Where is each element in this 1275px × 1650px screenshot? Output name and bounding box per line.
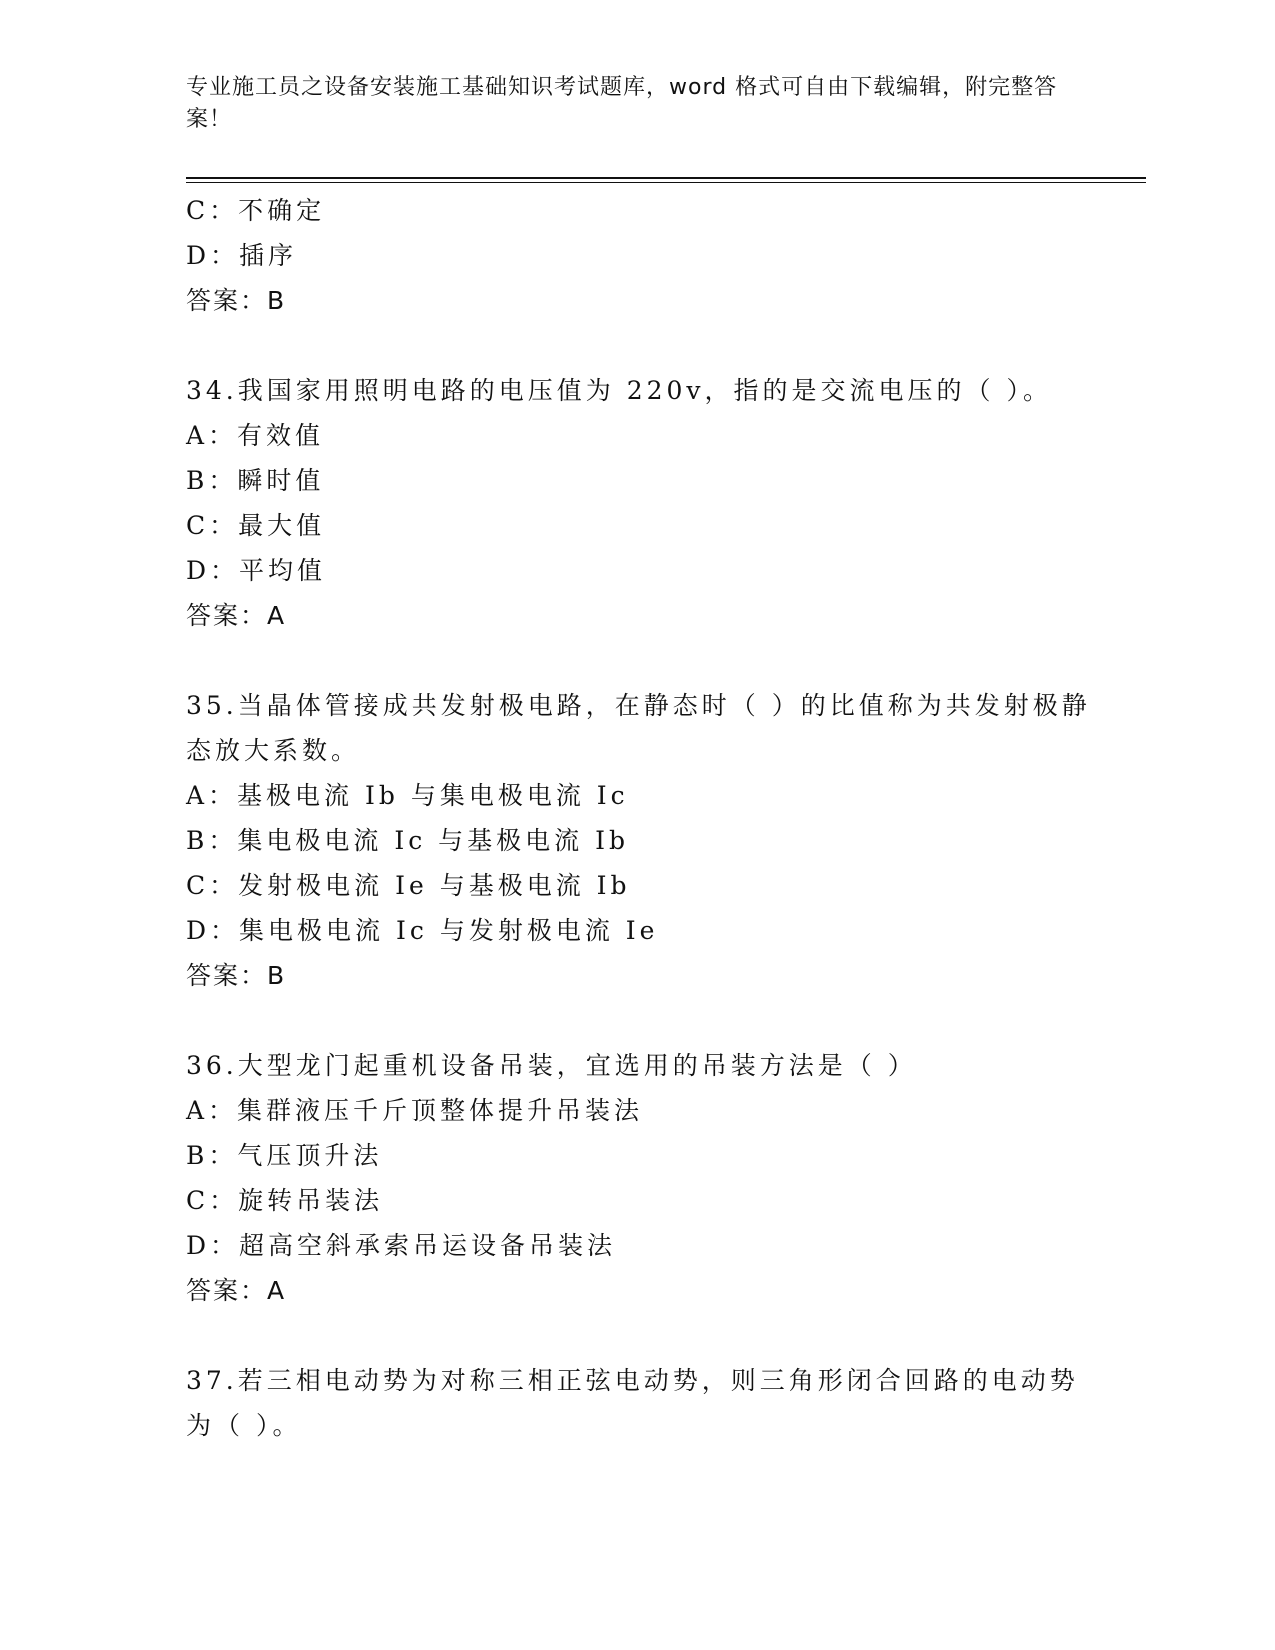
answer-line: 答案：B: [186, 961, 287, 990]
option-a: A：集群液压千斤顶整体提升吊装法: [186, 1096, 644, 1125]
question-block-33: [186, 188, 1106, 323]
answer-line: 答案：A: [186, 1276, 287, 1305]
question-list: [186, 188, 1106, 1448]
option-b: B：气压顶升法: [186, 1141, 383, 1170]
option-d: D：集电极电流 Ic 与发射极电流 Ie: [186, 916, 659, 945]
header-divider-thick: [186, 177, 1146, 179]
header-divider-thin: [186, 182, 1146, 183]
page-header: 专业施工员之设备安装施工基础知识考试题库，word 格式可自由下载编辑，附完整答案！: [186, 75, 1058, 132]
option-c: C：发射极电流 Ie 与基极电流 Ib: [186, 871, 631, 900]
option-c: C：不确定: [186, 196, 326, 225]
question-text: 34.我国家用照明电路的电压值为 220v，指的是交流电压的（ ）。: [186, 376, 1052, 405]
option-d: D：超高空斜承索吊运设备吊装法: [186, 1231, 617, 1260]
option-a: A：有效值: [186, 421, 325, 450]
question-block-34: [186, 368, 1106, 638]
option-d: D：插序: [186, 241, 298, 270]
question-text: 37.若三相电动势为对称三相正弦电动势，则三角形闭合回路的电动势为（ ）。: [186, 1366, 1079, 1440]
question-block-37: [186, 1358, 1106, 1448]
option-b: B：集电极电流 Ic 与基极电流 Ib: [186, 826, 629, 855]
question-text: 35.当晶体管接成共发射极电路，在静态时（ ）的比值称为共发射极静态放大系数。: [186, 691, 1091, 765]
option-c: C：旋转吊装法: [186, 1186, 384, 1215]
question-text: 36.大型龙门起重机设备吊装，宜选用的吊装方法是（ ）: [186, 1051, 917, 1080]
answer-line: 答案：B: [186, 286, 287, 315]
option-a: A：基极电流 Ib 与集电极电流 Ic: [186, 781, 629, 810]
option-d: D：平均值: [186, 556, 327, 585]
option-c: C：最大值: [186, 511, 326, 540]
option-b: B：瞬时值: [186, 466, 325, 495]
question-block-35: [186, 683, 1106, 998]
answer-line: 答案：A: [186, 601, 287, 630]
question-block-36: [186, 1043, 1106, 1313]
